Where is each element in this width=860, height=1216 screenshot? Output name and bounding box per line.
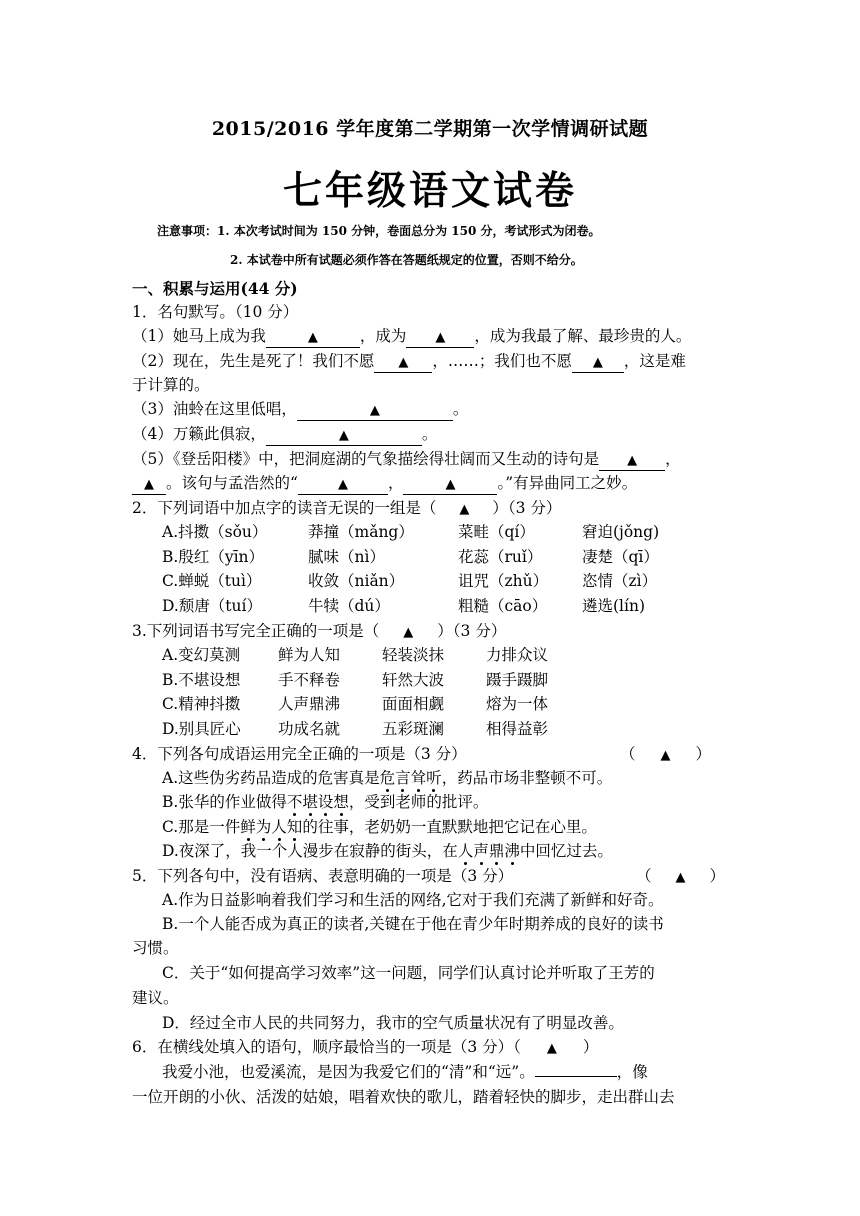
answer-blank[interactable] [572, 352, 624, 373]
notice-line-2: 2. 本试卷中所有试题必须作答在答题纸规定的位置，否则不给分。 [230, 253, 583, 267]
text: （1）她马上成为我 [132, 327, 266, 345]
question-5-option-c-cont: 建议。 [132, 989, 179, 1007]
question-5-option-b: B.一个人能否成为真正的读者,关键在于他在青少年时期养成的良好的读书 [162, 915, 664, 933]
section-heading: 一、积累与运用(44 分) [132, 279, 298, 298]
answer-blank[interactable] [374, 352, 432, 373]
question-3-option-cell: 面面相觑 [382, 695, 445, 713]
blank-marker: ▲ [592, 355, 603, 370]
text: 3.下列词语书写完全正确的一项是（ [132, 622, 380, 640]
text: ） [582, 1038, 599, 1056]
answer-blank[interactable] [297, 400, 453, 421]
exam-subtitle: 2015/2016 学年度第二学期第一次学情调研试题 [211, 118, 649, 140]
answer-marker[interactable]: ▲ [403, 625, 414, 640]
text: 6．在横线处填入的语句，顺序最恰当的一项是（3 分）（ [132, 1038, 521, 1056]
text: 。 [452, 400, 469, 418]
text: （ [636, 867, 652, 885]
blank-marker: ▲ [337, 477, 348, 492]
answer-blank[interactable] [298, 474, 388, 495]
question-2-option-cell: D.颓唐（tuí） [162, 596, 262, 615]
question-1-sentence-3 [132, 398, 468, 421]
question-2-option-cell: C.蝉蜕（tuì） [162, 572, 262, 590]
text: 。 [421, 425, 438, 443]
question-3-option-cell: B.不堪设想 [162, 670, 241, 689]
text: （3）油蛉在这里低唱， [132, 400, 297, 418]
blank-marker: ▲ [144, 477, 154, 492]
question-3-option-cell: 人声鼎沸 [278, 695, 341, 713]
question-6-passage [162, 1061, 648, 1083]
text: （2）现在，先生是死了！我们不愿 [132, 352, 375, 370]
answer-blank[interactable] [599, 450, 665, 471]
text: 2．下列词语中加点字的读音无误的一组是（ [132, 499, 437, 517]
text: ，成为 [359, 327, 407, 345]
question-1-sentence-1 [132, 325, 691, 348]
text: 。”有异曲同工之妙。 [497, 474, 638, 492]
question-2-option-cell: 牛犊（dú） [308, 596, 390, 615]
answer-blank[interactable] [403, 474, 497, 495]
text: （ [620, 745, 636, 763]
exam-title: 七年级语文试卷 [282, 168, 577, 214]
blank-marker: ▲ [627, 453, 638, 468]
question-5-stem: 5．下列各句中，没有语病、表意明确的一项是（3 分） [132, 867, 514, 885]
question-3-stem [132, 620, 506, 644]
text: ）（3 分） [492, 499, 562, 517]
question-3-option-row [162, 693, 596, 715]
question-2-option-row [162, 546, 722, 568]
question-5-option-a: A.作为日益影响着我们学习和生活的网络,它对于我们充满了新鲜和好奇。 [162, 891, 664, 909]
question-5-option-d: D．经过全市人民的共同努力，我市的空气质量状况有了明显改善。 [162, 1014, 624, 1032]
question-1-sentence-5-cont [132, 472, 637, 495]
question-3-option-row [162, 718, 596, 740]
question-2-option-cell: 菜畦（qí） [458, 523, 535, 541]
blank-marker: ▲ [307, 330, 318, 345]
question-2-option-cell: 收敛（niǎn） [308, 572, 405, 590]
text: ， [665, 450, 681, 468]
question-5-answer[interactable] [636, 865, 725, 889]
question-1-sentence-4 [132, 423, 437, 446]
text: （4）万籁此俱寂， [132, 425, 266, 443]
question-2-option-cell: B.殷红（yīn） [162, 547, 265, 566]
text: ， [387, 474, 404, 492]
question-3-option-cell: 轩然大波 [382, 670, 445, 689]
question-2-option-cell: A.抖擞（sǒu） [162, 523, 268, 541]
question-3-option-cell: 鲜为人知 [278, 646, 341, 664]
question-6-stem [132, 1036, 598, 1060]
question-2-option-row [162, 570, 722, 592]
question-4-option-d: D.夜深了，我一个人漫步在寂静的街头，在人声鼎沸中回忆过去。 [162, 842, 613, 860]
question-3-option-row [162, 669, 596, 691]
question-3-option-row [162, 644, 596, 666]
blank-marker: ▲ [338, 428, 349, 443]
answer-marker: ▲ [660, 748, 671, 763]
question-3-option-cell: 蹑手蹑脚 [486, 670, 549, 689]
question-2-option-cell: 莽撞（mǎng） [308, 523, 414, 541]
answer-blank[interactable] [535, 1076, 617, 1077]
answer-marker: ▲ [675, 870, 686, 885]
answer-blank[interactable] [266, 327, 360, 348]
text: ，像 [616, 1063, 648, 1081]
question-1-sentence-2 [132, 350, 686, 373]
question-2-option-row [162, 595, 722, 617]
question-3-option-cell: 熔为一体 [486, 695, 549, 713]
question-2-option-cell: 凄楚（qī） [582, 547, 659, 566]
question-3-option-cell: 相得益彰 [486, 719, 549, 738]
question-6-passage-cont: 一位开朗的小伙、活泼的姑娘，唱着欢快的歌儿，踏着轻快的脚步，走出群山去 [132, 1088, 675, 1106]
text: ，这是难 [623, 352, 686, 370]
question-2-option-cell: 诅咒（zhǔ） [458, 572, 549, 590]
answer-blank[interactable] [132, 474, 166, 495]
question-1-sentence-5 [132, 448, 681, 471]
question-2-option-cell: 窘迫(jǒng) [582, 523, 660, 541]
answer-blank[interactable] [266, 425, 422, 446]
question-4-option-b: B.张华的作业做得不堪设想，受到老师的批评。 [162, 793, 489, 811]
blank-marker: ▲ [369, 403, 380, 418]
question-2-option-cell: 腻味（nì） [308, 547, 385, 566]
blank-marker: ▲ [398, 355, 409, 370]
question-3-option-cell: 手不释卷 [278, 670, 341, 689]
text: ） [695, 745, 712, 763]
question-5-option-b-cont: 习惯。 [132, 939, 179, 957]
blank-marker: ▲ [445, 477, 456, 492]
text: ，成为我最了解、最珍贵的人。 [474, 327, 692, 345]
question-4-option-c: C.那是一件鲜为人知的往事，老奶奶一直默默地把它记在心里。 [162, 818, 597, 836]
question-3-option-cell: A.变幻莫测 [162, 646, 241, 664]
question-4-stem: 4．下列各句成语运用完全正确的一项是（3 分） [132, 745, 467, 763]
question-3-option-cell: C.精神抖擞 [162, 695, 241, 713]
question-3-option-cell: 轻装淡抹 [382, 646, 445, 664]
text: 。该句与孟浩然的“ [166, 474, 298, 492]
text: 我爱小池，也爱溪流，是因为我爱它们的“清”和“远”。 [162, 1063, 535, 1081]
answer-marker[interactable]: ▲ [546, 1041, 557, 1056]
question-4-answer[interactable] [620, 743, 711, 767]
blank-marker: ▲ [435, 330, 446, 345]
question-3-option-cell: 功成名就 [278, 719, 341, 738]
text: ）（3 分） [437, 622, 507, 640]
question-2-option-cell: 花蕊（ruǐ） [458, 547, 543, 566]
question-3-option-cell: 力排众议 [486, 646, 549, 664]
question-2-option-cell: 恣情（zì） [582, 572, 658, 590]
answer-marker[interactable]: ▲ [459, 502, 470, 517]
question-4-option-a: A.这些伪劣药品造成的危害真是危言耸听，药品市场非整顿不可。 [162, 769, 613, 787]
question-2-stem [132, 497, 561, 521]
question-1-sentence-2-cont: 于计算的。 [132, 376, 210, 394]
question-2-option-cell: 粗糙（cāo） [458, 596, 548, 615]
question-5-option-c: C．关于“如何提高学习效率”这一问题，同学们认真讨论并听取了王芳的 [162, 964, 655, 982]
text: ，……；我们也不愿 [432, 352, 572, 370]
question-3-option-cell: D.别具匠心 [162, 719, 241, 738]
notice-line-1: 注意事项：1. 本次考试时间为 150 分钟，卷面总分为 150 分，考试形式为闭卷。 [157, 224, 601, 238]
question-1-stem: 1．名句默写。（10 分） [132, 303, 299, 321]
answer-blank[interactable] [406, 327, 474, 348]
question-2-option-row [162, 521, 722, 543]
text: （5）《登岳阳楼》中，把洞庭湖的气象描绘得壮阔而又生动的诗句是 [132, 450, 600, 468]
text: ） [709, 867, 726, 885]
question-2-option-cell: 遴选(lín) [582, 596, 645, 615]
question-3-option-cell: 五彩斑澜 [382, 719, 445, 738]
